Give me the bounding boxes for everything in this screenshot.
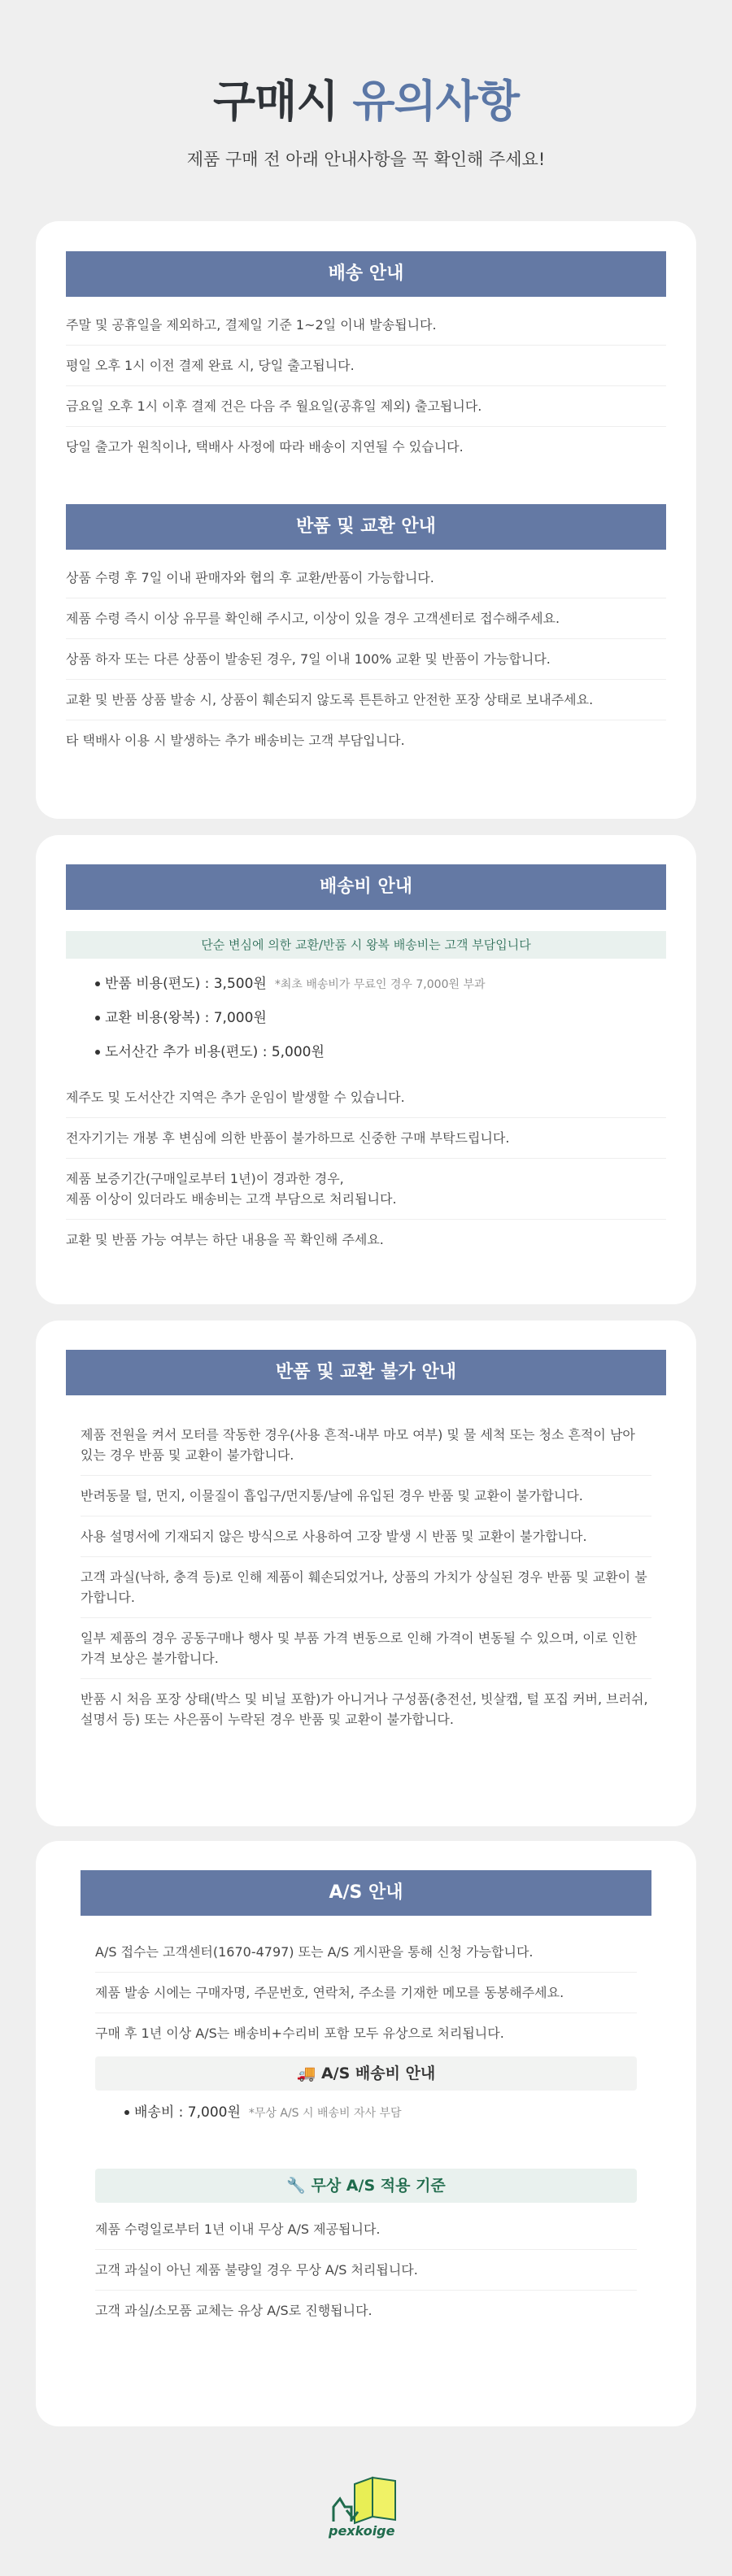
shipping-line: 주말 및 공휴일을 제외하고, 결제일 기준 1~2일 이내 발송됩니다. xyxy=(66,305,666,346)
return-line: 교환 및 반품 상품 발송 시, 상품이 훼손되지 않도록 튼튼하고 안전한 포장 상태로 보내주세요. xyxy=(66,680,666,720)
as-section-title: A/S 안내 xyxy=(81,1870,651,1916)
as-line: 제품 발송 시에는 구매자명, 주문번호, 연락처, 주소를 기재한 메모를 동봉해주세요. xyxy=(95,1973,637,2013)
no-return-card xyxy=(36,1321,696,1826)
as-free-line: 제품 수령일로부터 1년 이내 무상 A/S 제공됩니다. xyxy=(95,2209,637,2250)
page-title xyxy=(0,76,732,127)
page-subtitle: 제품 구매 전 아래 안내사항을 꼭 확인해 주세요! xyxy=(186,150,546,169)
as-card xyxy=(36,1841,696,2426)
shipping-line: 금요일 오후 1시 이후 결제 건은 다음 주 월요일(공휴일 제외) 출고됩니다. xyxy=(66,386,666,427)
fee-line: 교환 및 반품 가능 여부는 하단 내용을 꼭 확인해 주세요. xyxy=(66,1232,384,1247)
brand-logo xyxy=(322,2474,412,2539)
page-header xyxy=(0,0,732,221)
shipping-card xyxy=(36,221,696,819)
as-free-heading: 🔧 무상 A/S 적용 기준 xyxy=(95,2169,637,2203)
shipping-section-title: 배송 안내 xyxy=(66,251,666,297)
fee-section-title: 배송비 안내 xyxy=(66,864,666,910)
brand-logo-mark xyxy=(322,2474,412,2539)
as-fee-bullet-text: 배송비 : 7,000원 xyxy=(134,2104,241,2121)
no-return-section-title: 반품 및 교환 불가 안내 xyxy=(66,1350,666,1395)
no-return-line: 제품 전원을 켜서 모터를 작동한 경우(사용 흔적-내부 마모 여부) 및 물 세척 또는 청소 흔적이 남아 있는 경우 반품 및 교환이 불가합니다. xyxy=(81,1415,651,1476)
as-fee-bullet-note: *무상 A/S 시 배송비 자사 부담 xyxy=(248,2107,402,2120)
fee-bullet xyxy=(66,1035,666,1069)
no-return-line: 반품 시 처음 포장 상태(박스 및 비닐 포함)가 아니거나 구성품(충전선, 빗살캡, 털 포집 커버, 브러쉬, 설명서 등) 또는 사은품이 누락된 경우 반품 및 교환이 불가합니다. xyxy=(81,1691,648,1727)
fee-line: 제품 이상이 있더라도 배송비는 고객 부담으로 처리됩니다. xyxy=(66,1191,397,1207)
title-accent-part: 유의사항 xyxy=(352,76,519,127)
fee-bullet-note: *최초 배송비가 무료인 경우 7,000원 부과 xyxy=(274,978,486,991)
return-line: 상품 수령 후 7일 이내 판매자와 협의 후 교환/반품이 가능합니다. xyxy=(66,558,666,598)
fee-line: 제품 보증기간(구매일로부터 1년)이 경과한 경우, xyxy=(66,1171,344,1186)
brand-logo-text: pexkoige xyxy=(329,2523,395,2539)
fee-line: 제주도 및 도서산간 지역은 추가 운임이 발생할 수 있습니다. xyxy=(66,1077,666,1118)
no-return-line: 고객 과실(낙하, 충격 등)로 인해 제품이 훼손되었거나, 상품의 가치가 상실된 경우 반품 및 교환이 불가합니다. xyxy=(81,1557,651,1618)
return-line: 제품 수령 즉시 이상 유무를 확인해 주시고, 이상이 있을 경우 고객센터로 접수해주세요. xyxy=(66,598,666,639)
fee-bullet xyxy=(66,967,666,1001)
fee-note: 단순 변심에 의한 교환/반품 시 왕복 배송비는 고객 부담입니다 xyxy=(66,931,666,959)
fee-bullet-text: 반품 비용(편도) : 3,500원 xyxy=(105,976,267,992)
fee-card xyxy=(36,835,696,1304)
as-line: 구매 후 1년 이상 A/S는 배송비+수리비 포함 모두 유상으로 처리됩니다. xyxy=(95,2026,504,2041)
as-free-line: 고객 과실/소모품 교체는 유상 A/S로 진행됩니다. xyxy=(95,2303,373,2318)
fee-line: 전자기기는 개봉 후 변심에 의한 반품이 불가하므로 신중한 구매 부탁드립니다. xyxy=(66,1118,666,1159)
fee-bullet-text: 도서산간 추가 비용(편도) : 5,000원 xyxy=(105,1044,325,1060)
return-line: 상품 하자 또는 다른 상품이 발송된 경우, 7일 이내 100% 교환 및 반품이 가능합니다. xyxy=(66,639,666,680)
return-line: 타 택배사 이용 시 발생하는 추가 배송비는 고객 부담입니다. xyxy=(66,733,405,748)
as-fee-bullet xyxy=(95,2095,637,2130)
as-free-line: 고객 과실이 아닌 제품 불량일 경우 무상 A/S 처리됩니다. xyxy=(95,2250,637,2291)
as-fee-heading: 🚚 A/S 배송비 안내 xyxy=(95,2056,637,2091)
no-return-line: 반려동물 털, 먼지, 이물질이 흡입구/먼지통/날에 유입된 경우 반품 및 교환이 불가합니다. xyxy=(81,1476,651,1516)
no-return-line: 일부 제품의 경우 공동구매나 행사 및 부품 가격 변동으로 인해 가격이 변동될 수 있으며, 이로 인한 가격 보상은 불가합니다. xyxy=(81,1618,651,1679)
return-section-title: 반품 및 교환 안내 xyxy=(66,504,666,550)
shipping-line: 당일 출고가 원칙이나, 택배사 사정에 따라 배송이 지연될 수 있습니다. xyxy=(66,439,464,455)
no-return-line: 사용 설명서에 기재되지 않은 방식으로 사용하여 고장 발생 시 반품 및 교환이 불가합니다. xyxy=(81,1516,651,1557)
fee-bullet-text: 교환 비용(왕복) : 7,000원 xyxy=(105,1010,267,1026)
shipping-line: 평일 오후 1시 이전 결제 완료 시, 당일 출고됩니다. xyxy=(66,346,666,386)
fee-bullet xyxy=(66,1001,666,1035)
title-dark-part: 구매시 xyxy=(213,76,338,127)
as-line: A/S 접수는 고객센터(1670-4797) 또는 A/S 게시판을 통해 신청 가능합니다. xyxy=(95,1932,637,1973)
fee-line-multi xyxy=(66,1159,666,1220)
